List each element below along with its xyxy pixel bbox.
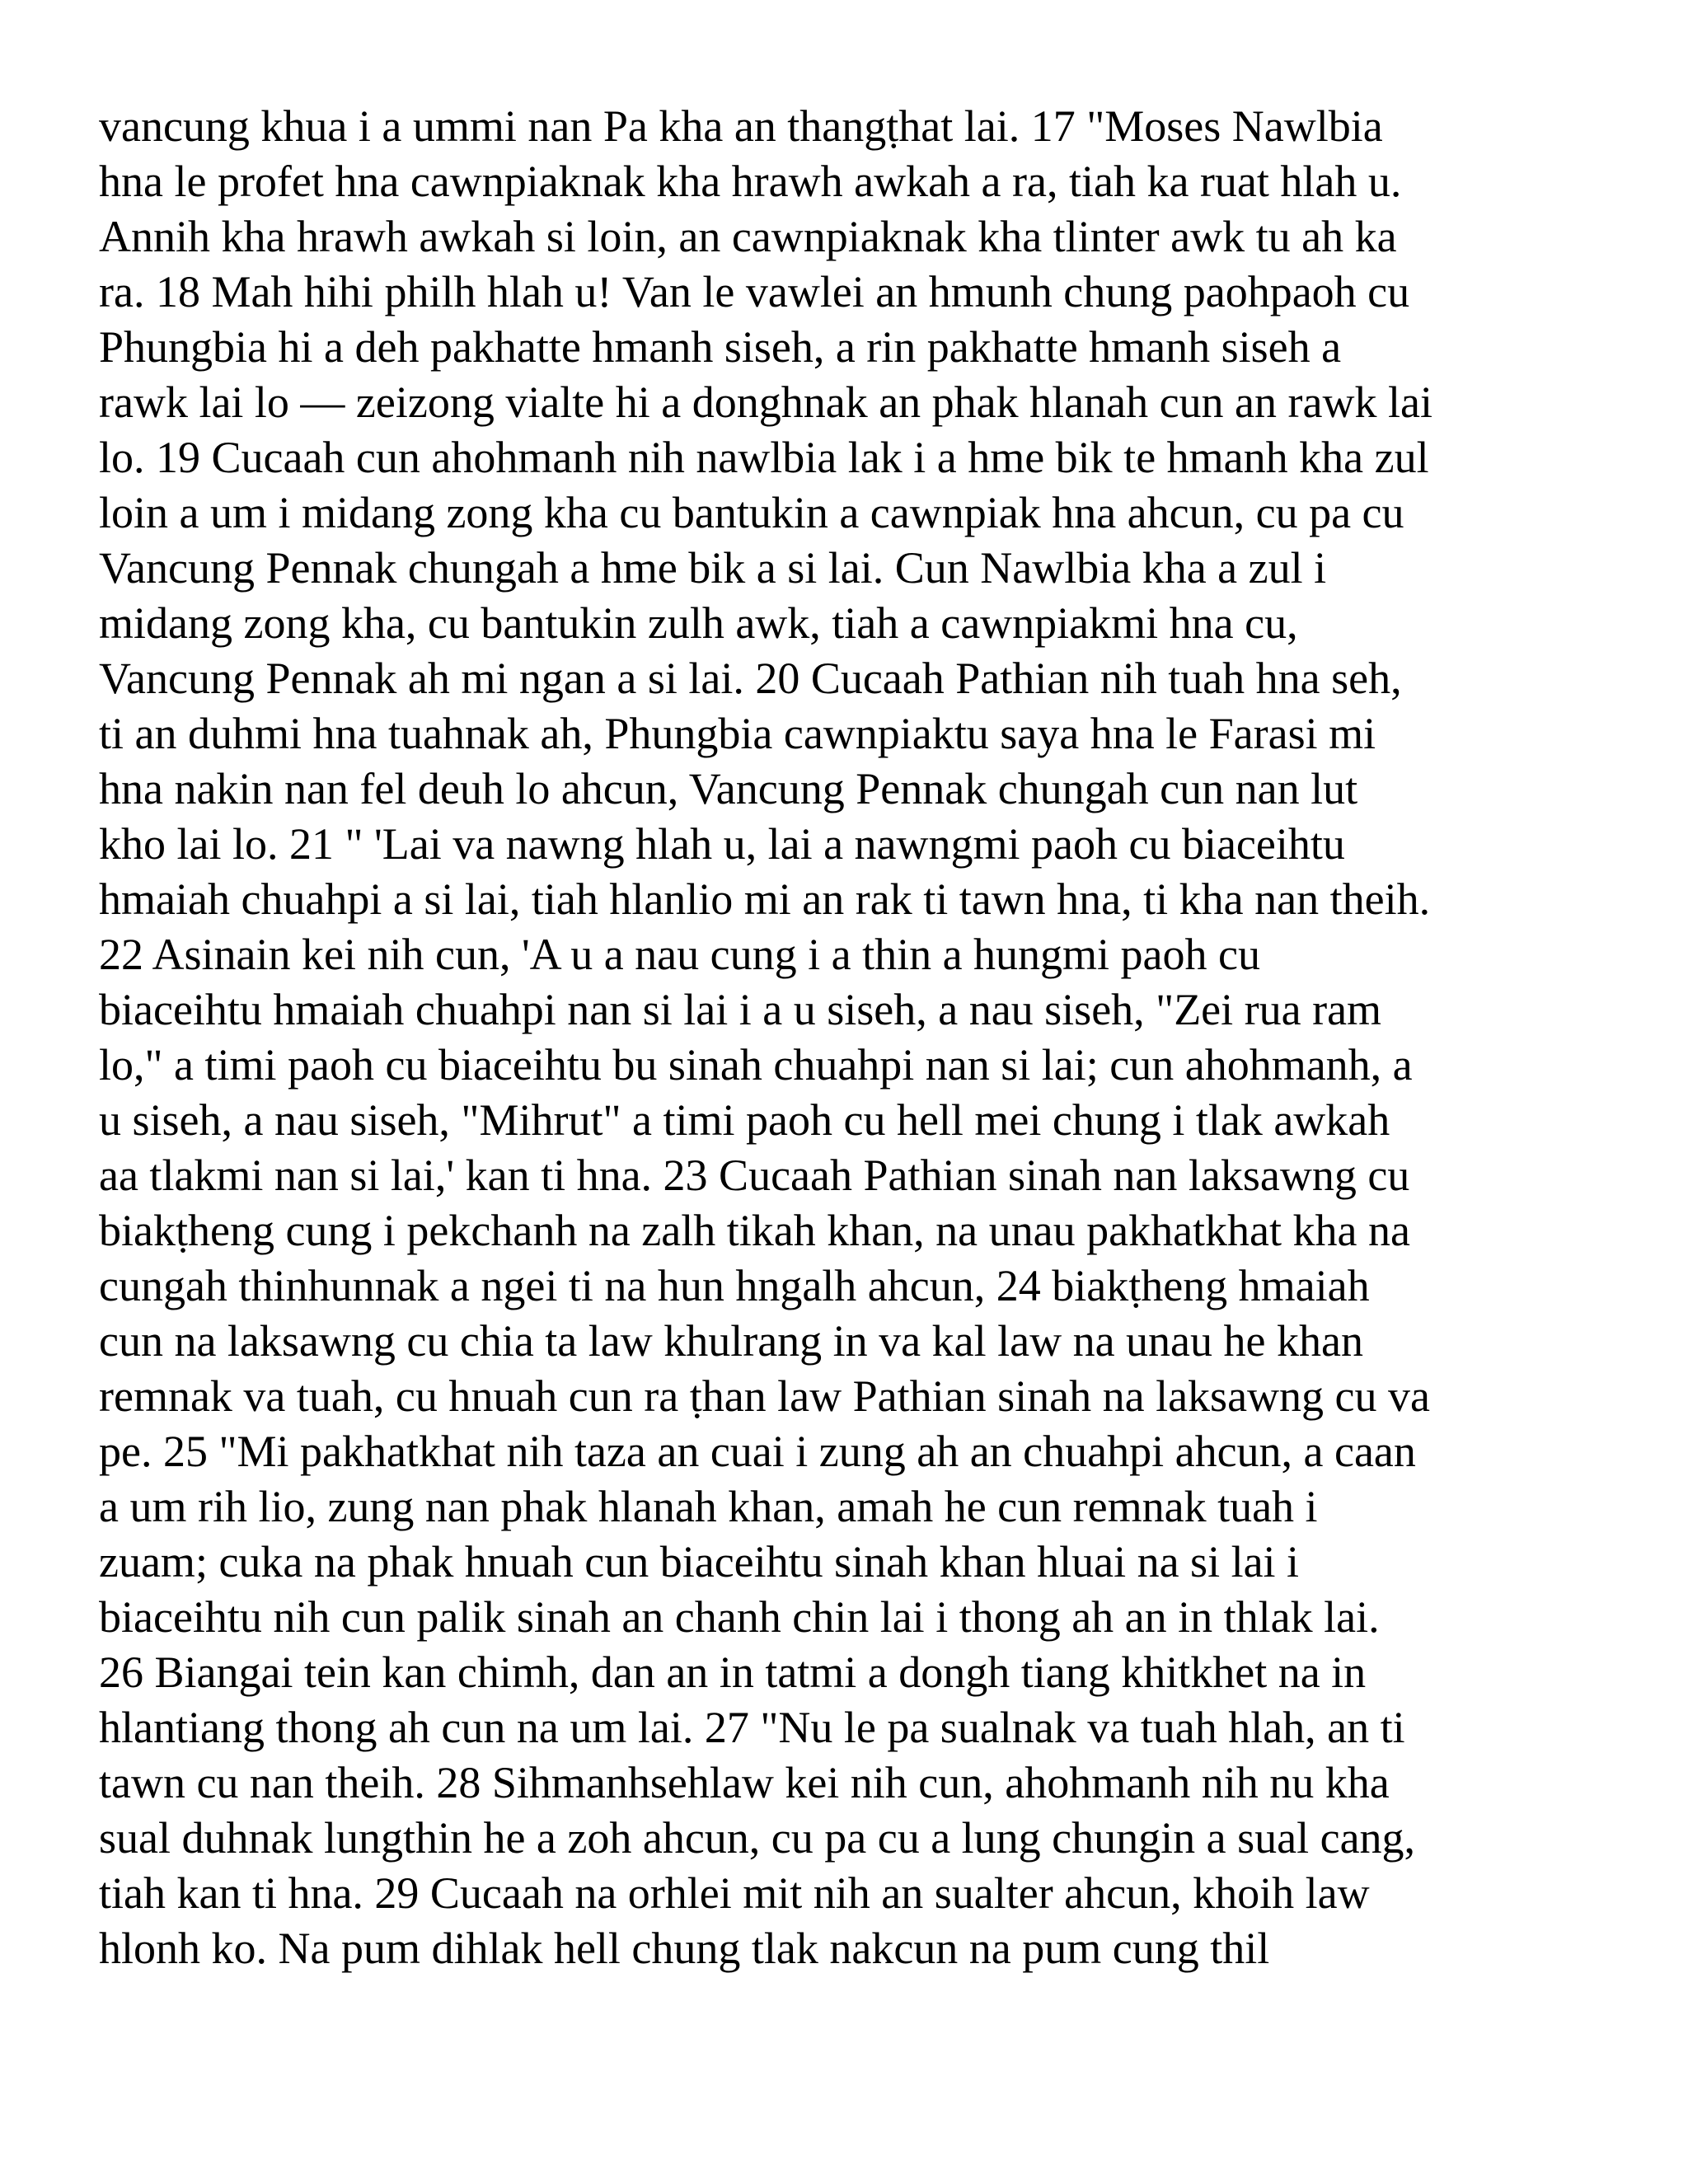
text-line: sual duhnak lungthin he a zoh ahcun, cu pa cu a lung chungin a sual cang, xyxy=(99,1813,1416,1863)
text-line: Vancung Pennak ah mi ngan a si lai. 20 Cucaah Pathian nih tuah hna seh, xyxy=(99,654,1402,703)
text-line: a um rih lio, zung nan phak hlanah khan, amah he cun remnak tuah i xyxy=(99,1482,1318,1531)
text-line: biakṭheng cung i pekchanh na zalh tikah khan, na unau pakhatkhat kha na xyxy=(99,1206,1410,1255)
text-line: 22 Asinain kei nih cun, 'A u a nau cung i a thin a hungmi paoh cu xyxy=(99,930,1260,979)
text-line: Annih kha hrawh awkah si loin, an cawnpiaknak kha tlinter awk tu ah ka xyxy=(99,212,1397,261)
text-line: cun na laksawng cu chia ta law khulrang in va kal law na unau he khan xyxy=(99,1316,1363,1366)
text-line: Vancung Pennak chungah a hme bik a si lai. Cun Nawlbia kha a zul i xyxy=(99,543,1327,593)
text-line: cungah thinhunnak a ngei ti na hun hngalh ahcun, 24 biakṭheng hmaiah xyxy=(99,1261,1370,1310)
text-line: biaceihtu nih cun palik sinah an chanh chin lai i thong ah an in thlak lai. xyxy=(99,1592,1380,1642)
text-line: vancung khua i a ummi nan Pa kha an thangṭhat lai. 17 "Moses Nawlbia xyxy=(99,101,1383,151)
text-line: lo," a timi paoh cu biaceihtu bu sinah chuahpi nan si lai; cun ahohmanh, a xyxy=(99,1040,1413,1090)
text-line: tiah kan ti hna. 29 Cucaah na orhlei mit nih an sualter ahcun, khoih law xyxy=(99,1868,1370,1918)
text-line: loin a um i midang zong kha cu bantukin a cawnpiak hna ahcun, cu pa cu xyxy=(99,488,1404,537)
text-line: zuam; cuka na phak hnuah cun biaceihtu sinah khan hluai na si lai i xyxy=(99,1537,1300,1586)
text-line: u siseh, a nau siseh, "Mihrut" a timi paoh cu hell mei chung i tlak awkah xyxy=(99,1095,1390,1145)
text-line: hlantiang thong ah cun na um lai. 27 "Nu le pa sualnak va tuah hlah, an ti xyxy=(99,1703,1405,1752)
text-line: lo. 19 Cucaah cun ahohmanh nih nawlbia lak i a hme bik te hmanh kha zul xyxy=(99,433,1429,482)
text-line: Phungbia hi a deh pakhatte hmanh siseh, a rin pakhatte hmanh siseh a xyxy=(99,322,1342,372)
text-line: biaceihtu hmaiah chuahpi nan si lai i a u siseh, a nau siseh, "Zei rua ram xyxy=(99,985,1382,1034)
text-line: midang zong kha, cu bantukin zulh awk, tiah a cawnpiakmi hna cu, xyxy=(99,598,1298,648)
text-line: hlonh ko. Na pum dihlak hell chung tlak nakcun na pum cung thil xyxy=(99,1924,1270,1973)
text-line: hna nakin nan fel deuh lo ahcun, Vancung Pennak chungah cun nan lut xyxy=(99,764,1358,813)
text-line: 26 Biangai tein kan chimh, dan an in tatmi a dongh tiang khitkhet na in xyxy=(99,1647,1367,1697)
text-line: remnak va tuah, cu hnuah cun ra ṭhan law Pathian sinah na laksawng cu va xyxy=(99,1371,1430,1421)
text-line: ra. 18 Mah hihi philh hlah u! Van le vawlei an hmunh chung paohpaoh cu xyxy=(99,267,1410,316)
text-line: ti an duhmi hna tuahnak ah, Phungbia cawnpiaktu saya hna le Farasi mi xyxy=(99,709,1376,758)
body-text xyxy=(99,99,1624,1976)
text-line: kho lai lo. 21 " 'Lai va nawng hlah u, lai a nawngmi paoh cu biaceihtu xyxy=(99,819,1345,869)
text-line: rawk lai lo — zeizong vialte hi a donghnak an phak hlanah cun an rawk lai xyxy=(99,377,1432,427)
text-line: hna le profet hna cawnpiaknak kha hrawh awkah a ra, tiah ka ruat hlah u. xyxy=(99,157,1402,206)
text-line: aa tlakmi nan si lai,' kan ti hna. 23 Cucaah Pathian sinah nan laksawng cu xyxy=(99,1151,1410,1200)
text-line: tawn cu nan theih. 28 Sihmanhsehlaw kei nih cun, ahohmanh nih nu kha xyxy=(99,1758,1390,1807)
text-line: hmaiah chuahpi a si lai, tiah hlanlio mi an rak ti tawn hna, ti kha nan theih. xyxy=(99,874,1431,924)
text-line: pe. 25 "Mi pakhatkhat nih taza an cuai i zung ah an chuahpi ahcun, a caan xyxy=(99,1427,1416,1476)
